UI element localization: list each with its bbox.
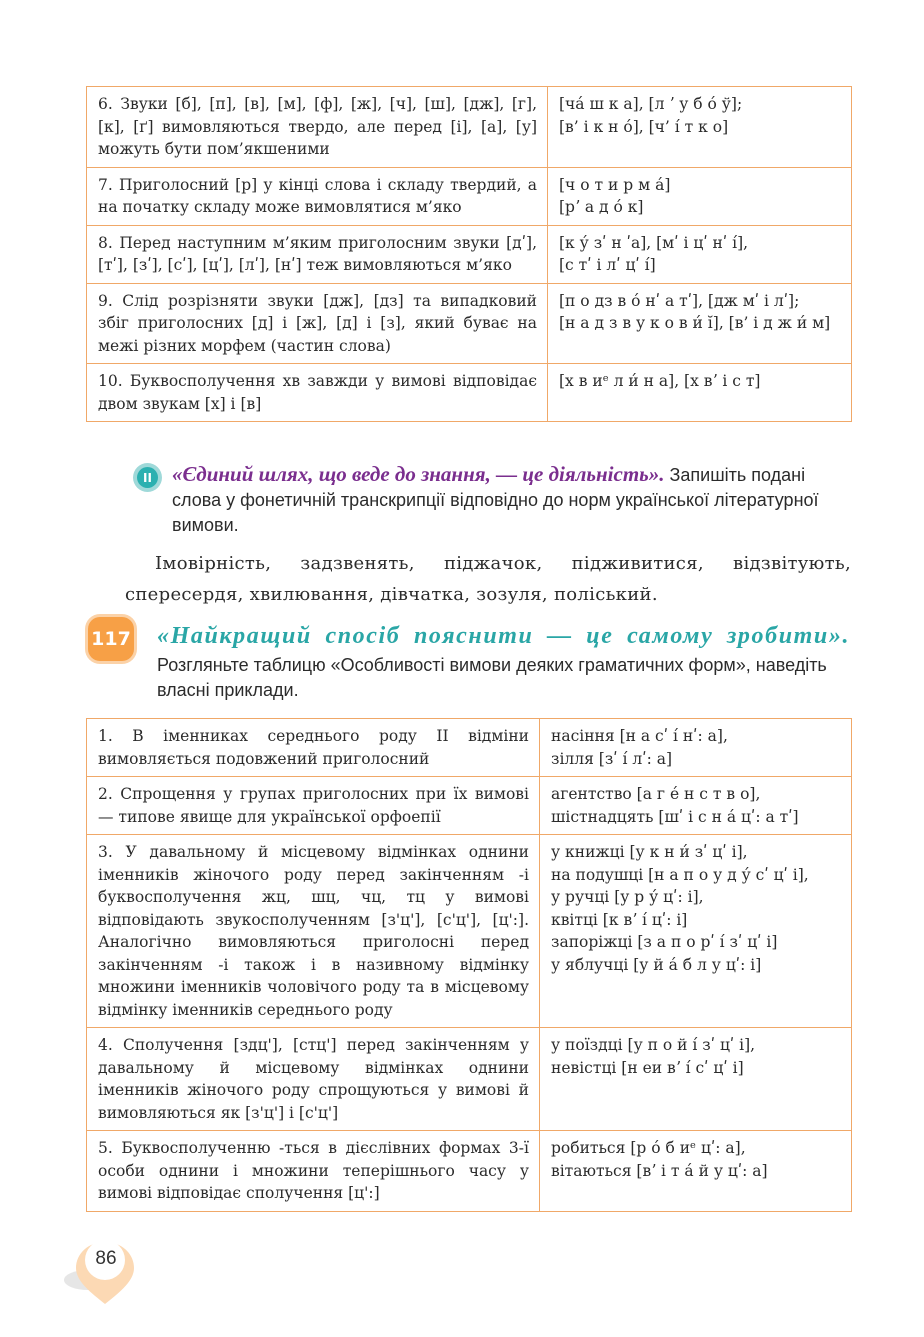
table-row <box>87 719 852 777</box>
task-icon <box>133 463 162 492</box>
rule-cell <box>87 1028 540 1131</box>
transcription-example: [ча́ ш к а], [л ʼ у б о́ ў]; <box>559 95 743 113</box>
task-instruction <box>172 462 852 538</box>
transcription-example: [к у́ зʹ н ʹа], [мʹ і цʹ нʹ і́], <box>559 233 749 252</box>
rule-cell <box>87 1131 540 1212</box>
example-cell <box>540 835 852 1028</box>
table-row <box>87 283 852 364</box>
rule-cell <box>87 364 548 422</box>
page-number: 86 <box>95 1248 117 1269</box>
transcription-example: запоріжці [з а п о рʹ і́ зʹ цʹ і] <box>551 933 778 951</box>
rule-cell <box>87 719 540 777</box>
example-cell <box>540 719 852 777</box>
transcription-example: [п о дз в о́ нʹ а тʹ], [дж мʹ і лʹ]; <box>559 291 800 310</box>
rule-text: 2. Спрощення у групах приголосних при їх вимові — типове явище для української орфоепії <box>98 785 529 826</box>
rule-text: 4. Сполучення [здц'], [стц'] перед закінченням у давальному й місцевому відмінках однини іменників жіночого роду спрощуються у вимові й вимовляються як [з'ц'] і [с'ц'] <box>98 1036 529 1122</box>
example-cell <box>540 1131 852 1212</box>
transcription-example: [рʼ а д о́ к] <box>559 198 644 216</box>
transcription-example: на подушці [н а п о у д у́ сʹ цʹ і], <box>551 865 809 884</box>
transcription-example: у книжці [у к н и́ зʹ цʹ і], <box>551 843 748 861</box>
transcription-example: вітаються [вʼ і т а́ й у цʹ: а] <box>551 1161 768 1180</box>
table-row <box>87 87 852 168</box>
rule-text: 3. У давальному й місцевому відмінках однини іменників жіночого роду перед закінченням -і буквосполучення жц, шц, чц, тц у вимові відповідають звукосполученням [з'ц'], [с'ц'], [ц':]. Аналогічно вимовляються приголосні перед закінченням -і також і в називному відмінку множини іменників чоловічого роду та в місцевому відмінку іменників середнього роду <box>98 843 529 1019</box>
exercise-number-badge: 117 <box>88 617 134 661</box>
table-row <box>87 364 852 422</box>
transcription-example: зілля [зʹ і́ лʹ: а] <box>551 749 673 768</box>
task-icon-label: II <box>137 467 158 488</box>
table-row <box>87 835 852 1028</box>
rule-text: 9. Слід розрізняти звуки [дж], [дз] та випадковий збіг приголосних [д] і [ж], [д] і [з], який буває на межі різних морфем (частин слова) <box>98 291 537 355</box>
transcription-example: [н а д з в у к о в и́ ĭ], [в’ і д ж и́ м] <box>559 314 831 332</box>
transcription-example: [с тʹ і лʹ цʹ і́] <box>559 256 656 274</box>
rule-text: 7. Приголосний [р] у кінці слова і складу твердий, а на початку складу може вимовлятися м’яко <box>98 175 537 216</box>
rule-cell <box>87 283 548 364</box>
example-cell <box>548 225 852 283</box>
example-cell <box>548 283 852 364</box>
table-1-body <box>87 87 852 422</box>
example-cell <box>540 1028 852 1131</box>
rule-cell <box>87 835 540 1028</box>
rule-cell <box>87 225 548 283</box>
word-list: Імовірність, задзвенять, піджачок, підживитися, відзвітують, спересердя, хвилювання, дівчатка, зозуля, поліський. <box>125 553 851 605</box>
table-row <box>87 167 852 225</box>
rule-cell <box>87 777 540 835</box>
table-2-body <box>87 719 852 1212</box>
rule-text: 1. В іменниках середнього роду II відміни вимовляється подовжений приголосний <box>98 727 529 768</box>
table-row <box>87 777 852 835</box>
rule-cell <box>87 167 548 225</box>
transcription-example: агентство [а г е́ н с т в о], <box>551 785 761 803</box>
transcription-example: шістнадцять [шʹ і с н а́ цʹ: а тʹ] <box>551 807 799 826</box>
transcription-example: невістці [н еи вʼ і́ сʹ цʹ і] <box>551 1058 744 1077</box>
pronunciation-rules-table-2 <box>86 718 852 1212</box>
transcription-example: у ручці [у р у́ цʹ: і], <box>551 888 704 906</box>
table-row <box>87 1131 852 1212</box>
table-row <box>87 225 852 283</box>
pronunciation-rules-table-1 <box>86 86 852 422</box>
transcription-example: у поїздці [у п о й і́ зʹ цʹ і], <box>551 1036 756 1054</box>
transcription-example: насіння [н а сʹ і́ нʹ: а], <box>551 727 728 745</box>
example-cell <box>548 364 852 422</box>
transcription-example: квітці [к вʼ і́ цʹ: і] <box>551 910 688 929</box>
transcription-example: [в’ і к н о́], [ч’ і́ т к о] <box>559 117 729 136</box>
rule-cell <box>87 87 548 168</box>
exercise-instruction: Розгляньте таблицю «Особливості вимови деяких граматичних форм», наведіть власні приклади. <box>157 655 827 700</box>
table-row <box>87 1028 852 1131</box>
example-cell <box>548 87 852 168</box>
transcription-example: робиться [р о́ б иᵉ цʹ: а], <box>551 1139 746 1157</box>
rule-text: 6. Звуки [б], [п], [в], [м], [ф], [ж], [ч], [ш], [дж], [г], [к], [ґ] вимовляються твердо, але перед [і], [а], [у] можуть бути пом’якшеними <box>98 95 537 158</box>
transcription-example: у яблучці [у й а́ б л у цʹ: і] <box>551 955 762 974</box>
transcription-example: [х в иᵉ л и́ н а], [х вʼ і с т] <box>559 372 761 390</box>
example-cell <box>540 777 852 835</box>
example-cell <box>548 167 852 225</box>
task-quote: «Єдиний шлях, що веде до знання, — це діяльність». <box>172 462 665 486</box>
rule-text: 5. Буквосполученню -ться в дієслівних формах 3-ї особи однини і множини теперішнього часу у вимові відповідає сполучення [ц':] <box>98 1139 529 1202</box>
rule-text: 10. Буквосполучення хв завжди у вимові відповідає двом звукам [х] і [в] <box>98 372 537 413</box>
transcription-example: [ч о т и р м а́] <box>559 175 671 194</box>
task-text: Запишіть подані слова у фонетичній транскрипції відповідно до норм української літературної вимови. <box>172 465 819 535</box>
rule-text: 8. Перед наступним м’яким приголосним звуки [дʹ], [тʹ], [зʹ], [сʹ], [цʹ], [лʹ], [нʹ] теж вимовляються м’яко <box>98 233 537 274</box>
exercise-title: «Найкращий спосіб пояснити — це самому зробити». <box>157 623 851 649</box>
